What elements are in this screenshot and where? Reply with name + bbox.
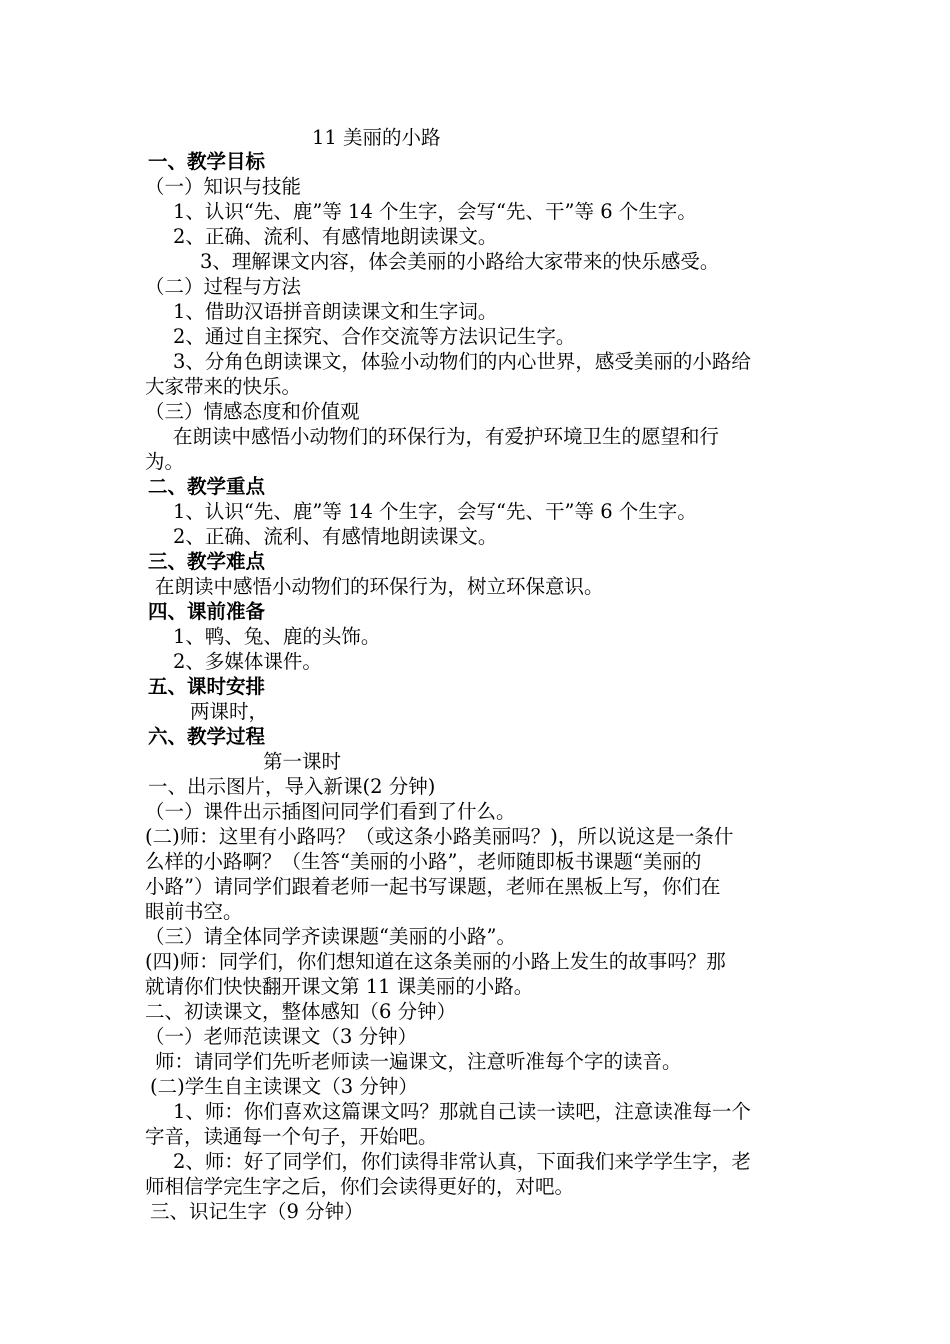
text-line: 两课时，: [190, 700, 269, 723]
text-line: 1、鸭、兔、鹿的头饰。: [173, 625, 381, 648]
text-line: 师：请同学们先听老师读一遍课文，注意听准每个字的读音。: [155, 1050, 682, 1073]
subsection-heading: （三）情感态度和价值观: [145, 400, 360, 423]
section-heading: 四、课前准备: [148, 600, 266, 623]
text-line: 字音，读通每一个句子，开始吧。: [145, 1125, 438, 1148]
text-line: (二)师：这里有小路吗？（或这条小路美丽吗？)，所以说这是一条什: [145, 825, 734, 848]
text-line: 3、分角色朗读课文，体验小动物们的内心世界，感受美丽的小路给: [173, 350, 751, 373]
text-line: 眼前书空。: [145, 900, 243, 923]
text-line: 在朗读中感悟小动物们的环保行为，树立环保意识。: [155, 575, 604, 598]
text-line: （一）课件出示插图问同学们看到了什么。: [145, 800, 516, 823]
document-title: 11 美丽的小路: [312, 126, 441, 149]
text-line: 3、理解课文内容，体会美丽的小路给大家带来的快乐感受。: [200, 250, 720, 273]
section-heading: 五、课时安排: [148, 675, 266, 698]
section-heading: 一、教学目标: [148, 150, 266, 173]
text-line: （一）老师范读课文（3 分钟）: [145, 1025, 418, 1048]
text-line: 三、识记生字（9 分钟）: [150, 1200, 364, 1223]
text-line: 2、师：好了同学们，你们读得非常认真，下面我们来学学生字，老: [173, 1150, 751, 1173]
text-line: 师相信学完生字之后，你们会读得更好的，对吧。: [145, 1175, 575, 1198]
text-line: 1、借助汉语拼音朗读课文和生字词。: [173, 300, 498, 323]
text-line: 就请你们快快翻开课文第 11 课美丽的小路。: [145, 975, 534, 998]
text-line: (四)师：同学们，你们想知道在这条美丽的小路上发生的故事吗？那: [145, 950, 726, 973]
text-line: 1、认识“先、鹿”等 14 个生字，会写“先、干”等 6 个生字。: [173, 500, 697, 523]
section-heading: 二、教学重点: [148, 475, 266, 498]
text-line: 小路”）请同学们跟着老师一起书写课题，老师在黑板上写，你们在: [145, 875, 721, 898]
section-heading: 六、教学过程: [148, 725, 266, 748]
subsection-heading: （二）过程与方法: [145, 275, 302, 298]
text-line: 在朗读中感悟小动物们的环保行为，有爱护环境卫生的愿望和行: [173, 425, 720, 448]
text-line: 大家带来的快乐。: [145, 375, 302, 398]
subsection-heading: （一）知识与技能: [145, 175, 302, 198]
text-line: （三）请全体同学齐读课题“美丽的小路”。: [145, 925, 516, 948]
text-line: 二、初读课文，整体感知（6 分钟）: [145, 1000, 457, 1023]
text-line: 么样的小路啊？（生答“美丽的小路”，老师随即板书课题“美丽的: [145, 850, 702, 873]
text-line: 2、正确、流利、有感情地朗读课文。: [173, 525, 498, 548]
section-heading: 三、教学难点: [148, 550, 266, 573]
lesson-subtitle: 第一课时: [263, 750, 342, 773]
text-line: 1、认识“先、鹿”等 14 个生字，会写“先、干”等 6 个生字。: [173, 200, 697, 223]
text-line: 一、出示图片，导入新课(2 分钟): [148, 775, 436, 798]
text-line: 1、师：你们喜欢这篇课文吗？那就自己读一读吧，注意读准每一个: [173, 1100, 751, 1123]
text-line: 2、正确、流利、有感情地朗读课文。: [173, 225, 498, 248]
text-line: 2、通过自主探究、合作交流等方法识记生字。: [173, 325, 576, 348]
text-line: 2、多媒体课件。: [173, 650, 322, 673]
text-line: 为。: [145, 450, 185, 473]
text-line: (二)学生自主读课文（3 分钟）: [150, 1075, 418, 1098]
